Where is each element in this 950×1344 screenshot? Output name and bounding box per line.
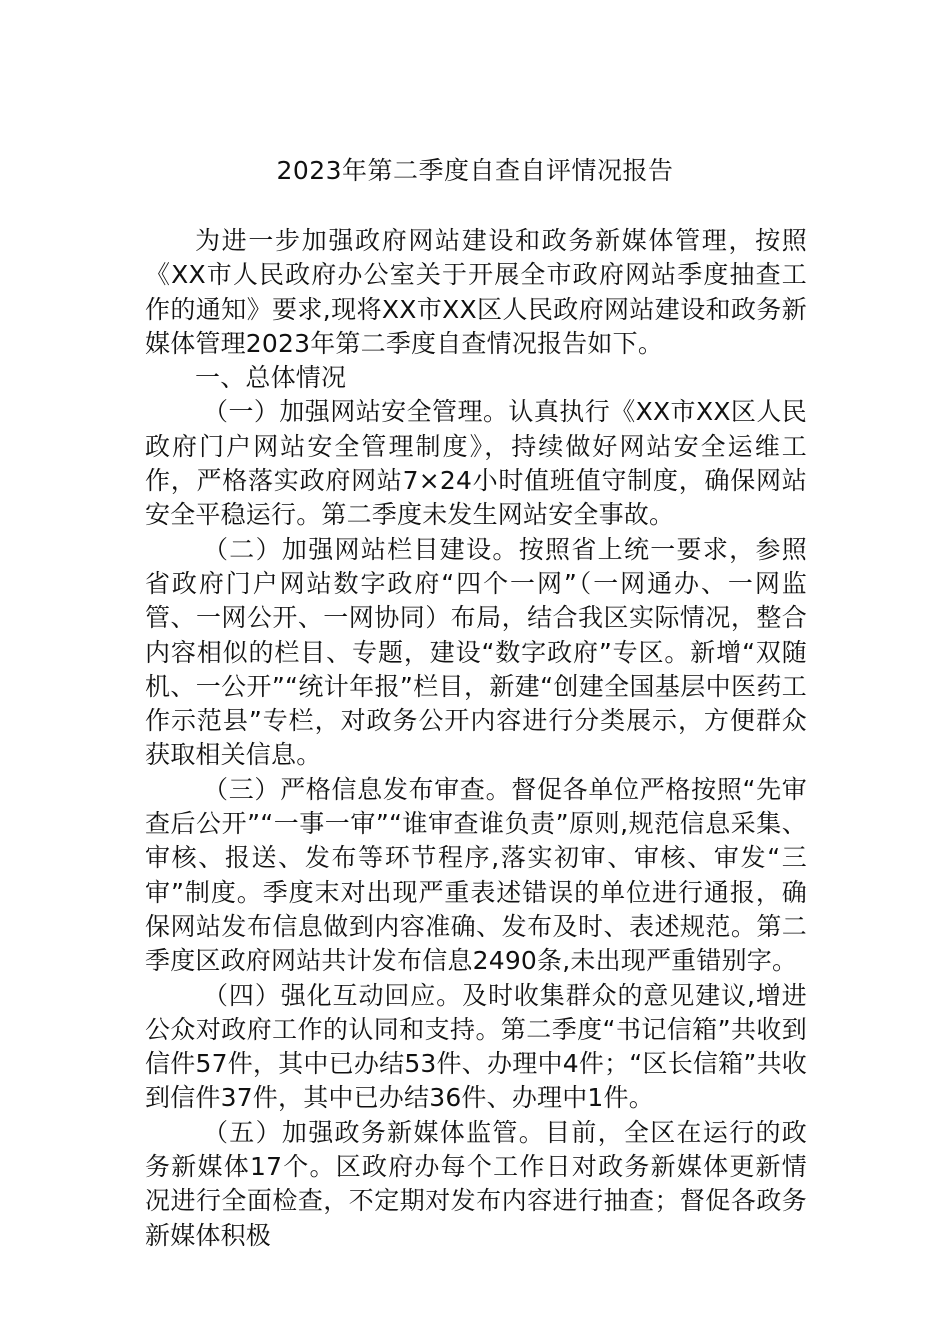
paragraph-column-construction: （二）加强网站栏目建设。按照省上统一要求，参照省政府门户网站数字政府“四个一网”（一网通办、一网监管、一网公开、一网协同）布局，结合我区实际情况，整合内容相似的栏目、专题，建设“数字政府”专区。新增“双随机、一公开”“统计年报”栏目，新建“创建全国基层中医药工作示范县”专栏，对政务公开内容进行分类展示，方便群众获取相关信息。: [145, 534, 807, 770]
paragraph-website-security: （一）加强网站安全管理。认真执行《XX市XX区人民政府门户网站安全管理制度》，持续做好网站安全运维工作，严格落实政府网站7×24小时值班值守制度，确保网站安全平稳运行。第二季度未发生网站安全事故。: [145, 397, 807, 530]
intro-paragraph: 为进一步加强政府网站建设和政务新媒体管理，按照《XX市人民政府办公室关于开展全市政府网站季度抽查工作的通知》要求,现将XX市XX区人民政府网站建设和政务新媒体管理2023年第二季度自查情况报告如下。: [145, 226, 807, 358]
paragraph-new-media: （五）加强政务新媒体监管。目前，全区在运行的政务新媒体17个。区政府办每个工作日对政务新媒体更新情况进行全面检查，不定期对发布内容进行抽查；督促各政务新媒体积极: [145, 1117, 807, 1250]
paragraph-info-review: （三）严格信息发布审查。督促各单位严格按照“先审查后公开”“一事一审”“谁审查谁负责”原则,规范信息采集、审核、报送、发布等环节程序,落实初审、审核、审发“三审”制度。季度末对出现严重表述错误的单位进行通报，确保网站发布信息做到内容准确、发布及时、表述规范。第二季度区政府网站共计发布信息2490条,未出现严重错别字。: [145, 774, 807, 976]
document-title: 2023年第二季度自查自评情况报告: [276, 156, 674, 185]
paragraph-interaction: （四）强化互动回应。及时收集群众的意见建议,增进公众对政府工作的认同和支持。第二季度“书记信箱”共收到信件57件，其中已办结53件、办理中4件；“区长信箱”共收到信件37件，其中已办结36件、办理中1件。: [145, 980, 807, 1113]
document-body: [145, 224, 807, 1253]
section-heading-overview: 一、总体情况: [195, 363, 347, 393]
